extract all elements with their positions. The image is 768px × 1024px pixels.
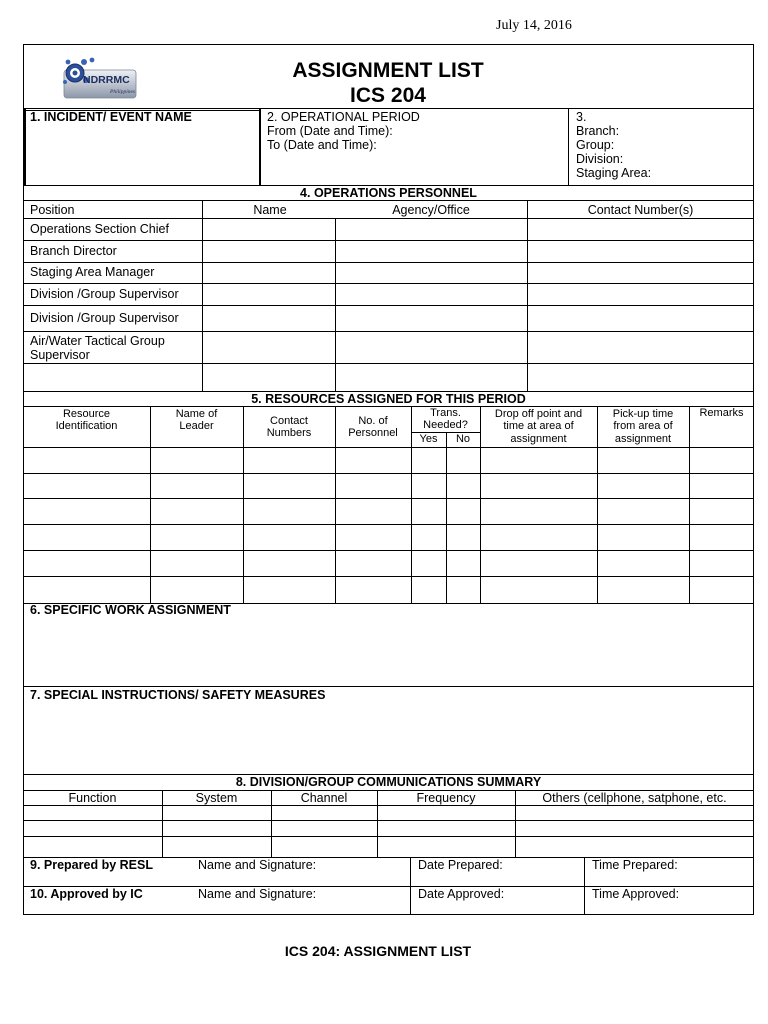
ndrrmc-logo [62, 56, 138, 100]
col-agency: Agency/Office [392, 203, 470, 217]
divider [23, 447, 754, 448]
col-pickup: from area of [613, 420, 673, 432]
prepared-by-label: 9. Prepared by RESL [30, 858, 153, 872]
prepared-name-signature: Name and Signature: [198, 858, 317, 872]
divider [259, 108, 261, 186]
date-approved: Date Approved: [418, 887, 505, 901]
operations-personnel-heading: 4. OPERATIONS PERSONNEL [300, 186, 477, 200]
approved-name-signature: Name and Signature: [198, 887, 317, 901]
col-personnel: No. of [358, 415, 388, 427]
operational-period-label: 2. OPERATIONAL PERIOD [267, 110, 420, 124]
staging-area-label: Staging Area: [576, 166, 652, 180]
work-assignment-label: 6. SPECIFIC WORK ASSIGNMENT [30, 603, 231, 617]
col-dropoff: time at area of [503, 420, 574, 432]
col-system: System [195, 791, 238, 805]
divider [23, 498, 754, 499]
branch-label: Branch: [576, 124, 620, 138]
position-branch-director: Branch Director [30, 244, 117, 258]
divider [689, 406, 690, 603]
divider [23, 283, 754, 284]
col-contact: Contact Number(s) [587, 203, 694, 217]
col-resource-id: Resource [62, 408, 111, 420]
col-channel: Channel [300, 791, 348, 805]
communications-heading: 8. DIVISION/GROUP COMMUNICATIONS SUMMARY [235, 775, 542, 789]
period-to-label: To (Date and Time): [267, 138, 377, 152]
time-approved: Time Approved: [592, 887, 680, 901]
special-instructions-label: 7. SPECIAL INSTRUCTIONS/ SAFETY MEASURES [30, 688, 326, 702]
date-prepared: Date Prepared: [418, 858, 503, 872]
col-frequency: Frequency [416, 791, 476, 805]
col-dropoff: assignment [510, 433, 567, 445]
col-trans-no: No [455, 433, 471, 445]
incident-name-label: 1. INCIDENT/ EVENT NAME [30, 110, 192, 124]
col-trans-needed: Needed? [423, 419, 468, 431]
form-code: ICS 204 [350, 84, 426, 107]
col-leader: Name of [175, 408, 218, 420]
col-trans-needed: Trans. [430, 407, 461, 419]
position-ops-chief: Operations Section Chief [30, 222, 169, 236]
divider [23, 218, 754, 219]
divider [23, 805, 754, 806]
position-air-water-tactical: Supervisor [30, 348, 90, 362]
col-pickup: Pick-up time [612, 408, 674, 420]
divider [23, 108, 754, 109]
divider [23, 550, 754, 551]
col-leader: Leader [179, 420, 214, 432]
col-position: Position [30, 203, 75, 217]
group-label: Group: [576, 138, 615, 152]
page-date: July 14, 2016 [496, 18, 572, 33]
divider [23, 200, 754, 201]
divider [23, 406, 754, 407]
divider [24, 108, 26, 186]
divider [568, 108, 569, 186]
divider [23, 836, 754, 837]
position-division-supervisor: Division /Group Supervisor [30, 287, 179, 301]
ndrrmc-logo-graphic [62, 56, 138, 100]
col-remarks: Remarks [699, 407, 744, 419]
divider [23, 331, 754, 332]
col-others: Others (cellphone, satphone, etc. [542, 791, 727, 805]
divider [23, 473, 754, 474]
divider [23, 820, 754, 821]
col-dropoff: Drop off point and [494, 408, 583, 420]
resources-heading: 5. RESOURCES ASSIGNED FOR THIS PERIOD [251, 392, 526, 406]
divider [23, 524, 754, 525]
col-pickup: assignment [614, 433, 672, 445]
divider [23, 363, 754, 364]
divider [150, 406, 151, 603]
col-name: Name [253, 203, 287, 217]
col-function: Function [68, 791, 117, 805]
divider [23, 240, 754, 241]
footer-caption: ICS 204: ASSIGNMENT LIST [284, 943, 472, 959]
col-resource-id: Identification [55, 420, 118, 432]
divider [23, 262, 754, 263]
svg-text:NDRRMC: NDRRMC [83, 74, 130, 86]
division-label: Division: [576, 152, 624, 166]
form-title: ASSIGNMENT LIST [292, 59, 484, 82]
period-from-label: From (Date and Time): [267, 124, 393, 138]
col-contact-numbers: Numbers [266, 427, 312, 439]
divider [23, 305, 754, 306]
section3-label: 3. [576, 110, 587, 124]
col-trans-yes: Yes [419, 433, 438, 445]
col-personnel: Personnel [348, 427, 398, 439]
divider [23, 576, 754, 577]
position-air-water-tactical: Air/Water Tactical Group [30, 334, 165, 348]
divider [23, 686, 754, 687]
position-staging-manager: Staging Area Manager [30, 265, 155, 279]
time-prepared: Time Prepared: [592, 858, 678, 872]
position-division-supervisor: Division /Group Supervisor [30, 311, 179, 325]
divider [446, 432, 447, 603]
svg-text:Philippines: Philippines [110, 89, 136, 95]
approved-by-label: 10. Approved by IC [30, 887, 143, 901]
col-contact-numbers: Contact [270, 415, 308, 427]
